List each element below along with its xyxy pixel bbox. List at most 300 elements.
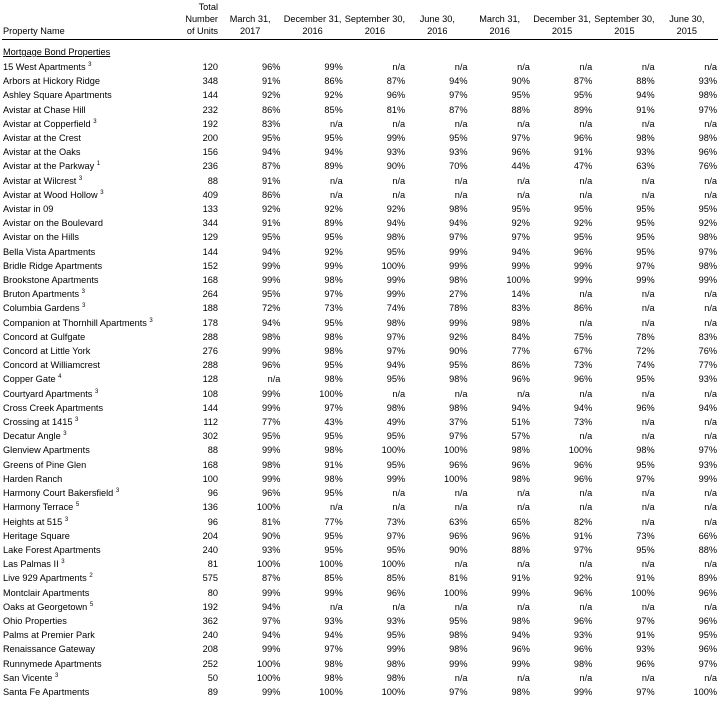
occupancy-cell: n/a	[329, 601, 343, 612]
occupancy-cell: 98%	[449, 275, 468, 286]
occupancy-cell: 73%	[573, 360, 593, 371]
property-name-cell	[2, 372, 175, 386]
occupancy-cell: 91%	[636, 630, 655, 641]
units-cell: 178	[202, 317, 218, 328]
occupancy-cell: 95%	[324, 530, 343, 541]
occupancy-cell: n/a	[641, 189, 655, 200]
occupancy-cell: n/a	[641, 516, 655, 527]
property-name: Santa Fe Apartments	[3, 686, 90, 697]
occupancy-cell: n/a	[392, 175, 406, 186]
footnote-marker: 3	[94, 388, 99, 395]
occupancy-cell: 96%	[261, 488, 281, 499]
occupancy-cell: 97%	[449, 90, 468, 101]
occupancy-cell: 98%	[324, 331, 343, 342]
occupancy-cell: 95%	[324, 133, 343, 144]
property-name: Cross Creek Apartments	[3, 402, 104, 413]
table-row	[2, 259, 718, 273]
occupancy-cell: 99%	[261, 445, 281, 456]
occupancy-cell: n/a	[579, 431, 593, 442]
property-name-cell	[2, 259, 175, 273]
occupancy-cell: 93%	[386, 147, 406, 158]
units-cell: 96	[207, 488, 218, 499]
property-name-cell	[2, 529, 175, 543]
occupancy-cell: n/a	[267, 374, 281, 385]
occupancy-cell: 90%	[261, 530, 281, 541]
occupancy-cell: 100%	[381, 559, 406, 570]
occupancy-cell: n/a	[579, 289, 593, 300]
occupancy-cell: 98%	[324, 672, 343, 683]
occupancy-cell: 95%	[386, 459, 406, 470]
occupancy-cell: 94%	[698, 402, 717, 413]
occupancy-cell: 96%	[261, 62, 281, 72]
date-header	[281, 1, 343, 40]
occupancy-cell: 97%	[386, 530, 406, 541]
property-name: Live 929 Apartments	[3, 573, 87, 584]
units-cell: 144	[202, 246, 218, 257]
occupancy-cell: 95%	[636, 246, 655, 257]
occupancy-cell: 43%	[324, 417, 343, 428]
property-name: Avistar at Copperfield	[3, 118, 91, 129]
occupancy-cell: 73%	[324, 303, 343, 314]
occupancy-cell: 37%	[449, 417, 468, 428]
property-name: Brookstone Apartments	[3, 275, 99, 286]
table-row	[2, 628, 718, 642]
occupancy-cell: 88%	[511, 104, 530, 115]
occupancy-cell: 90%	[511, 76, 530, 87]
property-name-cell	[2, 88, 175, 102]
occupancy-cell: 95%	[324, 488, 343, 499]
occupancy-cell: 92%	[261, 90, 281, 101]
units-cell: 232	[202, 104, 218, 115]
occupancy-cell: 65%	[511, 516, 530, 527]
date-header	[531, 1, 593, 40]
table-row	[2, 273, 718, 287]
property-name: Concord at Williamcrest	[3, 360, 101, 371]
date-header-year: 2016	[489, 26, 510, 36]
table-row	[2, 458, 718, 472]
property-name: Crossing at 1415	[3, 417, 73, 428]
occupancy-cell: 96%	[511, 459, 530, 470]
footnote-marker: 3	[81, 289, 85, 296]
occupancy-cell: 84%	[511, 331, 530, 342]
occupancy-cell: 90%	[449, 544, 468, 555]
property-name: Avistar at Chase Hill	[3, 104, 86, 115]
occupancy-cell: 94%	[261, 630, 281, 641]
occupancy-cell: 99%	[261, 587, 281, 598]
table-row	[2, 443, 718, 457]
date-header-year: 2015	[614, 26, 635, 36]
occupancy-cell: n/a	[329, 175, 343, 186]
occupancy-cell: n/a	[454, 62, 468, 72]
table-row	[2, 657, 718, 671]
table-row	[2, 671, 718, 685]
occupancy-cell: 77%	[511, 346, 530, 357]
date-header-month: March 31,	[479, 14, 521, 24]
occupancy-cell: n/a	[392, 189, 406, 200]
units-cell: 129	[202, 232, 218, 243]
date-header-month: September 30,	[594, 14, 655, 24]
units-cell: 240	[202, 544, 218, 555]
property-name-cell	[2, 387, 175, 401]
occupancy-cell: n/a	[454, 559, 468, 570]
property-name: Harmony Court Bakersfield	[3, 488, 114, 499]
occupancy-cell: 96%	[698, 615, 717, 626]
occupancy-cell: 95%	[261, 133, 281, 144]
property-name: Harmony Terrace	[3, 502, 74, 513]
occupancy-cell: 99%	[573, 686, 593, 697]
units-cell: 100	[202, 473, 218, 484]
table-row	[2, 685, 718, 699]
occupancy-cell: 86%	[511, 360, 530, 371]
occupancy-cell: n/a	[579, 175, 593, 186]
occupancy-cell: 96%	[511, 530, 530, 541]
units-cell: 89	[207, 686, 218, 697]
units-cell: 236	[202, 161, 218, 172]
occupancy-cell: 94%	[261, 601, 281, 612]
occupancy-cell: 99%	[386, 473, 406, 484]
table-row	[2, 103, 718, 117]
units-cell: 288	[202, 360, 218, 371]
occupancy-cell: 94%	[261, 246, 281, 257]
footnote-marker: 3	[78, 175, 83, 182]
table-row	[2, 571, 718, 585]
occupancy-cell: 95%	[386, 630, 406, 641]
occupancy-cell: 51%	[511, 417, 530, 428]
occupancy-cell: 91%	[511, 573, 530, 584]
occupancy-cell: 96%	[636, 402, 655, 413]
table-row	[2, 88, 718, 102]
property-name: Courtyard Apartments	[3, 388, 93, 399]
footnote-marker: 3	[115, 488, 120, 495]
occupancy-cell: 85%	[324, 104, 343, 115]
occupancy-cell: 99%	[261, 260, 281, 271]
occupancy-cell: 14%	[511, 289, 530, 300]
occupancy-cell: n/a	[641, 62, 655, 72]
units-cell: 96	[207, 516, 218, 527]
occupancy-cell: 74%	[386, 303, 406, 314]
units-cell: 133	[202, 204, 218, 215]
occupancy-cell: n/a	[579, 118, 593, 129]
occupancy-cell: 96%	[573, 615, 593, 626]
table-row	[2, 287, 718, 301]
occupancy-cell: 91%	[261, 76, 281, 87]
occupancy-cell: n/a	[454, 189, 468, 200]
units-cell: 168	[202, 275, 218, 286]
occupancy-cell: 93%	[698, 459, 717, 470]
occupancy-cell: 96%	[449, 459, 468, 470]
occupancy-cell: 95%	[449, 133, 468, 144]
occupancy-cell: 98%	[573, 658, 593, 669]
occupancy-cell: 95%	[261, 431, 281, 442]
property-name-cell	[2, 60, 175, 74]
property-name-cell	[2, 586, 175, 600]
occupancy-cell: n/a	[454, 118, 468, 129]
occupancy-cell: 97%	[324, 644, 343, 655]
occupancy-cell: 87%	[573, 76, 593, 87]
occupancy-cell: n/a	[329, 502, 343, 513]
property-name-cell	[2, 358, 175, 372]
units-cell: 362	[202, 615, 218, 626]
occupancy-cell: 63%	[449, 516, 468, 527]
occupancy-cell: 81%	[386, 104, 406, 115]
occupancy-cell: n/a	[517, 62, 530, 72]
occupancy-cell: 97%	[573, 544, 593, 555]
occupancy-cell: n/a	[517, 601, 530, 612]
occupancy-cell: n/a	[454, 175, 468, 186]
occupancy-cell: 100%	[381, 445, 406, 456]
occupancy-cell: n/a	[641, 317, 655, 328]
occupancy-cell: 83%	[261, 118, 281, 129]
occupancy-cell: 98%	[511, 615, 530, 626]
property-name: Greens of Pine Glen	[3, 459, 87, 470]
occupancy-cell: n/a	[641, 417, 655, 428]
occupancy-cell: n/a	[329, 118, 343, 129]
property-name-cell	[2, 685, 175, 699]
occupancy-cell: 98%	[698, 260, 717, 271]
table-row	[2, 429, 718, 443]
property-name: Avistar at Wood Hollow	[3, 189, 98, 200]
occupancy-cell: 89%	[698, 573, 717, 584]
property-name-cell	[2, 131, 175, 145]
property-name: Avistar in 09	[3, 204, 54, 215]
table-row	[2, 401, 718, 415]
units-header-line: Total	[198, 2, 218, 12]
occupancy-cell: 99%	[511, 260, 530, 271]
occupancy-cell: n/a	[704, 189, 717, 200]
property-name: Avistar at the Parkway	[3, 161, 95, 172]
occupancy-cell: 93%	[324, 615, 343, 626]
property-name: Ohio Properties	[3, 615, 67, 626]
occupancy-cell: 81%	[449, 573, 468, 584]
property-name-cell	[2, 401, 175, 415]
date-header-year: 2015	[676, 26, 698, 36]
occupancy-cell: n/a	[392, 601, 406, 612]
occupancy-cell: 94%	[449, 218, 468, 229]
occupancy-cell: 98%	[386, 402, 406, 413]
occupancy-cell: 97%	[511, 133, 530, 144]
units-cell: 204	[202, 530, 218, 541]
occupancy-cell: 85%	[324, 573, 343, 584]
occupancy-cell: 57%	[511, 431, 530, 442]
occupancy-cell: n/a	[641, 502, 655, 513]
occupancy-cell: 77%	[261, 417, 281, 428]
occupancy-cell: n/a	[579, 189, 593, 200]
occupancy-cell: n/a	[579, 559, 593, 570]
occupancy-cell: 86%	[324, 76, 343, 87]
table-body	[2, 40, 718, 700]
occupancy-cell: n/a	[641, 118, 655, 129]
occupancy-cell: 70%	[449, 161, 468, 172]
occupancy-cell: 89%	[324, 161, 343, 172]
occupancy-cell: 95%	[511, 90, 530, 101]
occupancy-cell: 85%	[386, 573, 406, 584]
date-header-year: 2016	[302, 26, 323, 36]
occupancy-cell: 94%	[636, 90, 655, 101]
occupancy-cell: 95%	[386, 544, 406, 555]
property-name-cell	[2, 316, 175, 330]
units-cell: 108	[202, 388, 218, 399]
property-name-cell	[2, 429, 175, 443]
occupancy-cell: 99%	[511, 587, 530, 598]
footnote-marker: 5	[89, 601, 94, 608]
occupancy-cell: n/a	[641, 559, 655, 570]
units-cell: 240	[202, 630, 218, 641]
occupancy-cell: 96%	[698, 147, 717, 158]
occupancy-cell: 95%	[636, 232, 655, 243]
date-header-month: December 31,	[283, 14, 342, 24]
occupancy-cell: n/a	[579, 502, 593, 513]
occupancy-cell: 94%	[324, 147, 343, 158]
property-name: Concord at Gulfgate	[3, 331, 86, 342]
occupancy-cell: 94%	[261, 147, 281, 158]
occupancy-cell: 98%	[324, 445, 343, 456]
occupancy-cell: 99%	[261, 388, 281, 399]
date-header-month: June 30,	[669, 14, 705, 24]
occupancy-cell: n/a	[329, 189, 343, 200]
occupancy-cell: 98%	[386, 232, 406, 243]
occupancy-cell: 88%	[511, 544, 530, 555]
occupancy-cell: 87%	[449, 104, 468, 115]
occupancy-cell: 98%	[698, 90, 717, 101]
occupancy-cell: n/a	[704, 672, 717, 683]
occupancy-cell: 99%	[573, 275, 593, 286]
property-name: Columbia Gardens	[3, 303, 80, 314]
header-row	[2, 1, 718, 40]
occupancy-cell: 98%	[386, 317, 406, 328]
occupancy-cell: 95%	[324, 317, 343, 328]
property-name-cell	[2, 245, 175, 259]
occupancy-cell: n/a	[704, 559, 717, 570]
property-name: Avistar at Wilcrest	[3, 175, 77, 186]
occupancy-cell: n/a	[454, 488, 468, 499]
property-name: Las Palmas II	[3, 559, 59, 570]
occupancy-cell: n/a	[517, 672, 530, 683]
occupancy-cell: 95%	[511, 204, 530, 215]
occupancy-cell: 95%	[449, 615, 468, 626]
occupancy-cell: 83%	[511, 303, 530, 314]
occupancy-cell: 95%	[324, 431, 343, 442]
occupancy-cell: 92%	[573, 218, 593, 229]
occupancy-cell: 92%	[386, 204, 406, 215]
occupancy-cell: 100%	[444, 587, 468, 598]
occupancy-cell: 91%	[636, 104, 655, 115]
occupancy-cell: 98%	[449, 402, 468, 413]
occupancy-cell: n/a	[454, 502, 468, 513]
occupancy-cell: 99%	[324, 260, 343, 271]
occupancy-cell: n/a	[579, 672, 593, 683]
occupancy-cell: 95%	[698, 204, 717, 215]
occupancy-cell: 99%	[573, 260, 593, 271]
property-name: Heritage Square	[3, 530, 70, 541]
units-cell: 264	[202, 289, 218, 300]
occupancy-cell: 100%	[256, 658, 281, 669]
occupancy-cell: n/a	[704, 175, 717, 186]
occupancy-cell: 99%	[386, 644, 406, 655]
table-row	[2, 415, 718, 429]
units-cell: 200	[202, 133, 218, 144]
property-name: San Vicente	[3, 672, 53, 683]
occupancy-cell: 96%	[573, 644, 593, 655]
occupancy-cell: 99%	[261, 275, 281, 286]
occupancy-cell: 100%	[506, 275, 530, 286]
occupancy-cell: 94%	[386, 360, 406, 371]
occupancy-cell: n/a	[704, 118, 717, 129]
occupancy-cell: 98%	[386, 658, 406, 669]
occupancy-cell: n/a	[704, 317, 717, 328]
property-name: Bruton Apartments	[3, 289, 80, 300]
occupancy-cell: 98%	[449, 374, 468, 385]
occupancy-cell: 92%	[324, 246, 343, 257]
property-name-cell	[2, 145, 175, 159]
table-row	[2, 60, 718, 74]
occupancy-cell: 100%	[256, 559, 281, 570]
property-name: 15 West Apartments	[3, 62, 86, 72]
occupancy-cell: 96%	[386, 587, 406, 598]
units-cell: 120	[202, 62, 218, 72]
occupancy-cell: n/a	[579, 62, 593, 72]
property-name-cell	[2, 486, 175, 500]
occupancy-cell: 44%	[511, 161, 530, 172]
occupancy-cell: 97%	[386, 346, 406, 357]
occupancy-cell: 93%	[386, 615, 406, 626]
units-cell: 81	[207, 559, 218, 570]
occupancy-cell: n/a	[704, 289, 717, 300]
property-name-cell	[2, 671, 175, 685]
occupancy-cell: n/a	[454, 672, 468, 683]
occupancy-cell: 89%	[573, 104, 593, 115]
property-name: Ashley Square Apartments	[3, 90, 112, 101]
occupancy-cell: 100%	[444, 445, 468, 456]
table-row	[2, 131, 718, 145]
occupancy-cell: 91%	[573, 530, 593, 541]
occupancy-cell: n/a	[517, 118, 530, 129]
occupancy-cell: 97%	[449, 431, 468, 442]
occupancy-cell: 91%	[636, 573, 655, 584]
units-cell: 80	[207, 587, 218, 598]
occupancy-cell: 98%	[449, 204, 468, 215]
occupancy-cell: 96%	[261, 360, 281, 371]
occupancy-cell: 66%	[698, 530, 717, 541]
occupancy-cell: 88%	[698, 544, 717, 555]
occupancy-cell: 99%	[324, 587, 343, 598]
property-name-cell	[2, 458, 175, 472]
occupancy-cell: n/a	[704, 417, 717, 428]
occupancy-cell: n/a	[641, 388, 655, 399]
footnote-marker: 3	[64, 516, 69, 523]
occupancy-cell: 99%	[386, 289, 406, 300]
occupancy-cell: n/a	[704, 488, 717, 499]
occupancy-cell: 96%	[636, 658, 655, 669]
occupancy-cell: 73%	[573, 417, 593, 428]
table-row	[2, 500, 718, 514]
occupancy-cell: 100%	[319, 686, 343, 697]
occupancy-cell: 99%	[698, 275, 717, 286]
property-name-cell	[2, 344, 175, 358]
occupancy-cell: 99%	[261, 402, 281, 413]
units-cell: 112	[203, 417, 218, 428]
occupancy-cell: n/a	[517, 488, 530, 499]
occupancy-cell: 97%	[636, 686, 655, 697]
occupancy-cell: 96%	[511, 147, 530, 158]
occupancy-cell: 92%	[698, 218, 717, 229]
occupancy-cell: 98%	[636, 133, 655, 144]
occupancy-cell: 91%	[261, 175, 281, 186]
date-header	[219, 1, 281, 40]
occupancy-cell: n/a	[579, 488, 593, 499]
table-row	[2, 372, 718, 386]
occupancy-cell: 97%	[636, 615, 655, 626]
occupancy-cell: 95%	[573, 204, 593, 215]
